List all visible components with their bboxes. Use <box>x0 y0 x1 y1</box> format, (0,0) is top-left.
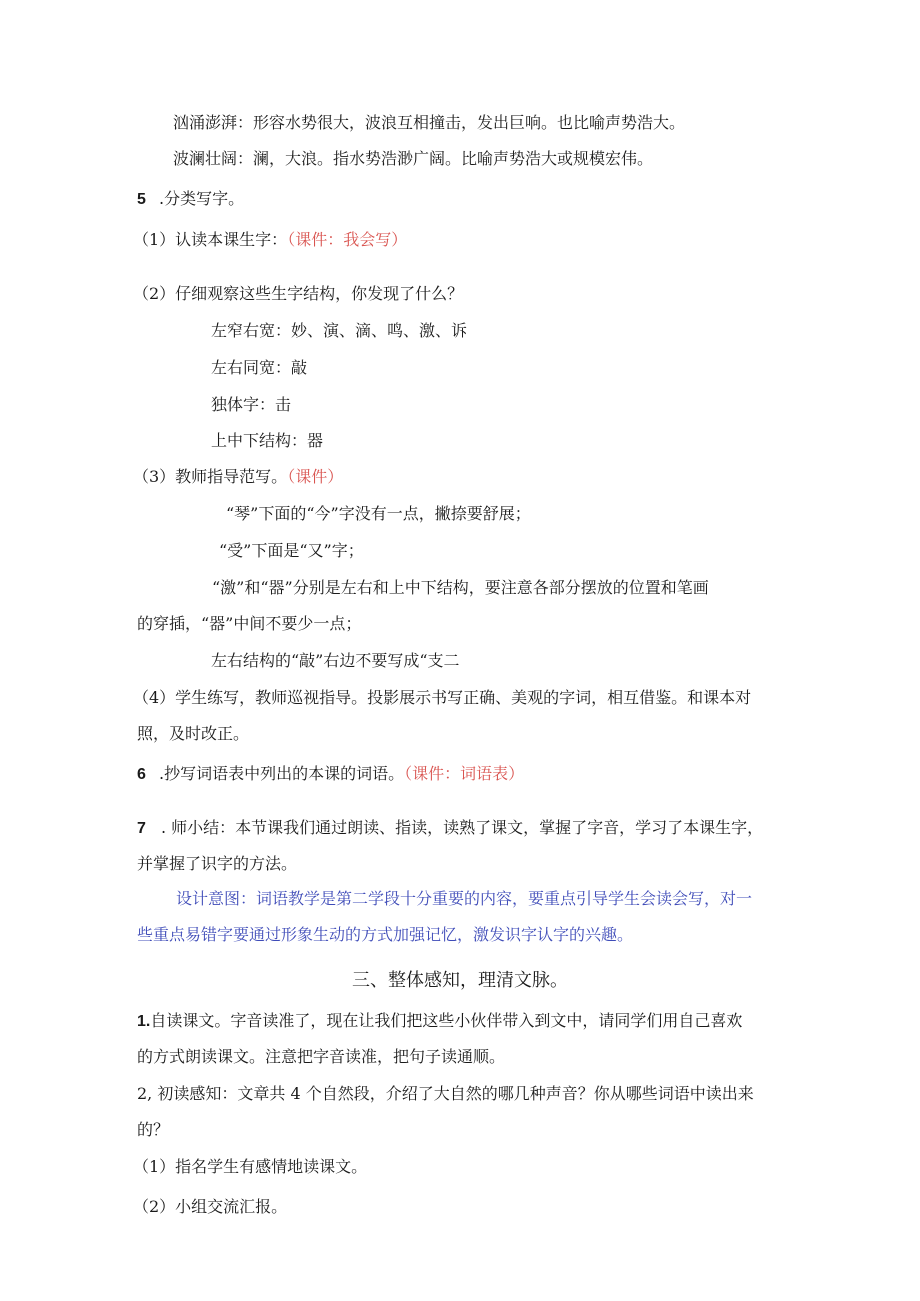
writing-tip: “琴”下面的“今”字没有一点，撇捺要舒展； <box>226 504 531 523</box>
courseware-note: （课件） <box>287 467 344 486</box>
item-text: .分类写字。 <box>159 189 245 208</box>
sub-item-4: （4）学生练写，教师巡视指导。投影展示书写正确、美观的字词，相互借鉴。和课本对 <box>133 688 752 707</box>
writing-tip: 的穿插，“器”中间不要少一点； <box>137 614 362 633</box>
structure-line: 左窄右宽：妙、演、滴、鸣、激、诉 <box>211 321 468 340</box>
item-number: 7 <box>137 820 146 837</box>
writing-tip: “受”下面是“又”字； <box>219 541 364 560</box>
vocab-definition: 汹涌澎湃：形容水势很大，波浪互相撞击，发出巨响。也比喻声势浩大。 <box>173 113 686 132</box>
paragraph-2-sub: （2）小组交流汇报。 <box>133 1197 288 1216</box>
sub-item-text: （1）认读本课生字： <box>133 230 288 249</box>
writing-tip: “激”和“器”分别是左右和上中下结构，要注意各部分摆放的位置和笔画 <box>212 578 709 597</box>
sub-item-text: （3）教师指导范写。 <box>133 467 288 486</box>
item-7-cont: 并掌握了识字的方法。 <box>137 854 298 873</box>
item-text: 自读课文。字音读准了，现在让我们把这些小伙伴带入到文中，请同学们用自己喜欢 <box>150 1011 743 1030</box>
item-7 <box>137 817 763 840</box>
paragraph-2: 2, 初读感知：文章共 4 个自然段，介绍了大自然的哪几种声音？你从哪些词语中读出来 <box>137 1084 754 1103</box>
sub-item-4-cont: 照，及时改正。 <box>137 724 250 743</box>
design-intent: 设计意图：词语教学是第二学段十分重要的内容，要重点引导学生会读会写，对一 <box>176 889 753 908</box>
item-text: .抄写词语表中列出的本课的词语。 <box>159 764 405 783</box>
item-number: 1. <box>137 1013 151 1030</box>
item-5 <box>137 188 244 211</box>
section-heading: 三、整体感知，理清文脉。 <box>352 970 568 991</box>
item-6 <box>137 763 524 786</box>
item-number: 6 <box>137 766 146 783</box>
sub-item-1 <box>133 229 407 251</box>
structure-line: 左右同宽：敲 <box>211 358 308 377</box>
writing-tip: 左右结构的“敲”右边不要写成“支二 <box>211 651 460 670</box>
vocab-definition: 波澜壮阔：澜，大浪。指水势浩渺广阔。比喻声势浩大或规模宏伟。 <box>173 149 654 168</box>
sub-item-3 <box>133 466 343 488</box>
item-text: . 师小结：本节课我们通过朗读、指读，读熟了课文，掌握了字音，学习了本课生字， <box>161 818 764 837</box>
courseware-note: （课件：词语表） <box>404 764 525 783</box>
paragraph-1 <box>137 1010 742 1033</box>
item-number: 5 <box>137 191 146 208</box>
sub-item-2: （2）仔细观察这些生字结构，你发现了什么？ <box>133 284 464 303</box>
paragraph-1-cont: 的方式朗读课文。注意把字音读准，把句子读通顺。 <box>137 1047 506 1066</box>
paragraph-2-sub: （1）指名学生有感情地读课文。 <box>133 1157 368 1176</box>
design-intent-cont: 些重点易错字要通过形象生动的方式加强记忆，激发识字认字的兴趣。 <box>137 925 634 944</box>
paragraph-2-cont: 的？ <box>137 1120 170 1139</box>
structure-line: 独体字：击 <box>211 395 292 414</box>
structure-line: 上中下结构：器 <box>211 431 324 450</box>
courseware-note: （课件：我会写） <box>287 230 408 249</box>
